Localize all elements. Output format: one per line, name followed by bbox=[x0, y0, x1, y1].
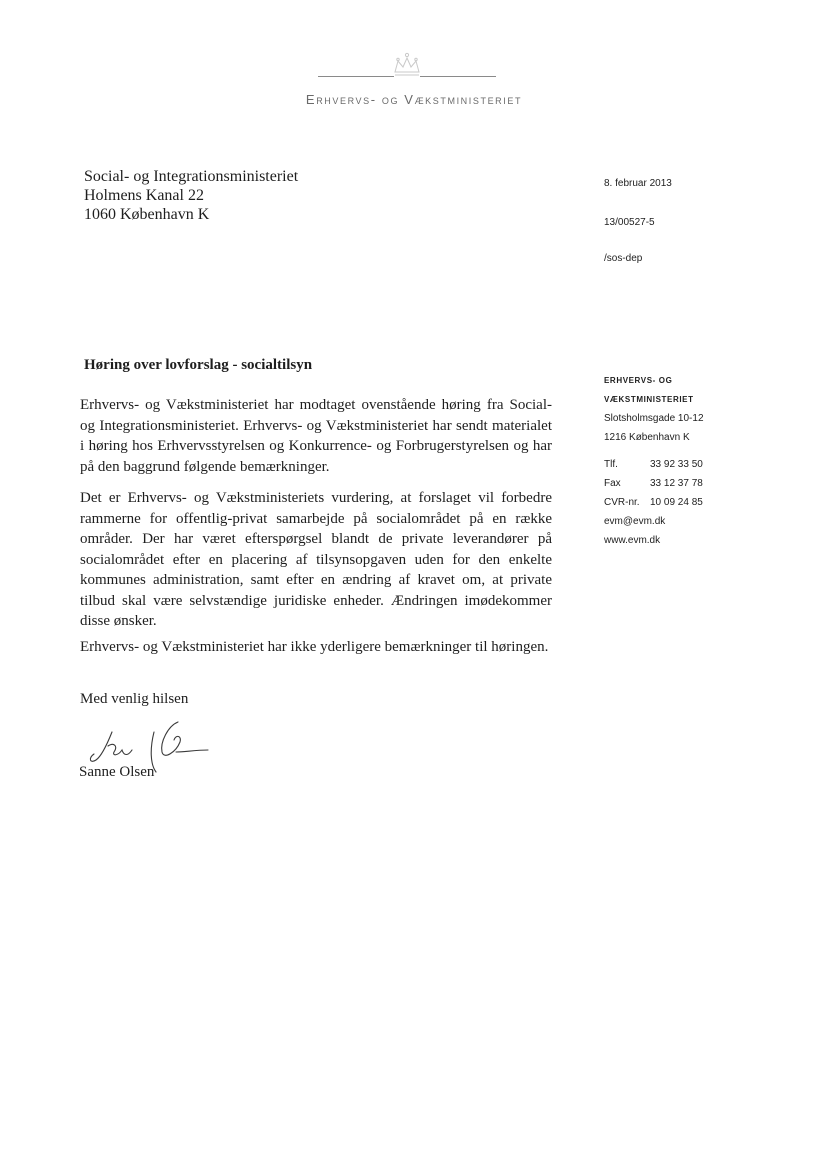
letterhead-rule-right bbox=[420, 76, 496, 77]
contact-row bbox=[604, 493, 704, 512]
body-paragraph: Det er Erhvervs- og Vækstministeriets vurdering, at forslaget vil forbedre rammerne for offentlig-privat samarbejde på socialområdet på en række områder. Der har været efterspørgsel blandt de private leverandører på socialområdet efter en placering af tilsynsopgaven uden for den enkelte kommunes administration, samt efter en ændring af kravet om, at private tilbud skal være selvstændige juridiske enheder. Ændringen imødekommer disse ønsker. bbox=[80, 490, 552, 629]
contact-value: 33 12 37 78 bbox=[650, 478, 703, 489]
letter-subject: Høring over lovforslag - socialtilsyn bbox=[84, 357, 313, 373]
letter-date: 8. februar 2013 bbox=[604, 178, 672, 189]
contact-label: CVR-nr. bbox=[604, 497, 640, 508]
sender-org-line: ERHVERVS- OG bbox=[604, 376, 673, 385]
case-reference: 13/00527-5 bbox=[604, 217, 655, 228]
body-paragraph: Erhvervs- og Vækstministeriet har ikke yderligere bemærkninger til høringen. bbox=[80, 639, 549, 655]
sender-website: www.evm.dk bbox=[604, 535, 661, 546]
signer-name: Sanne Olsen bbox=[79, 764, 155, 780]
contact-row bbox=[604, 455, 704, 474]
contact-value: 33 92 33 50 bbox=[650, 459, 703, 470]
crown-icon bbox=[390, 52, 424, 78]
recipient-line: 1060 København K bbox=[84, 206, 210, 223]
sender-block bbox=[604, 371, 704, 550]
sender-contacts bbox=[604, 455, 704, 550]
contact-label: Fax bbox=[604, 478, 621, 489]
sender-email: evm@evm.dk bbox=[604, 516, 666, 527]
ministry-name: Erhvervs- og Vækstministeriet bbox=[305, 92, 523, 107]
body-paragraph: Erhvervs- og Vækstministeriet har modtaget ovenstående høring fra Social- og Integrationsministeriet. Erhvervs- og Vækstministeriet har sendt materialet i høring hos Erhvervsstyrelsen og Konkurrence- og Forbrugerstyrelsen og har på den baggrund følgende bemærkninger. bbox=[80, 397, 552, 475]
contact-label: Tlf. bbox=[604, 459, 618, 470]
sender-org-line: VÆKSTMINISTERIET bbox=[604, 395, 694, 404]
letterhead-rule-left bbox=[318, 76, 394, 77]
contact-value: 10 09 24 85 bbox=[650, 497, 703, 508]
contact-row bbox=[604, 474, 704, 493]
sender-initials: /sos-dep bbox=[604, 253, 643, 264]
recipient-line: Holmens Kanal 22 bbox=[84, 187, 204, 204]
sender-address-line: 1216 København K bbox=[604, 432, 690, 443]
recipient-line: Social- og Integrationsministeriet bbox=[84, 168, 299, 185]
recipient-address bbox=[84, 167, 298, 224]
sender-address-line: Slotsholmsgade 10-12 bbox=[604, 413, 704, 424]
closing-phrase: Med venlig hilsen bbox=[80, 691, 189, 707]
